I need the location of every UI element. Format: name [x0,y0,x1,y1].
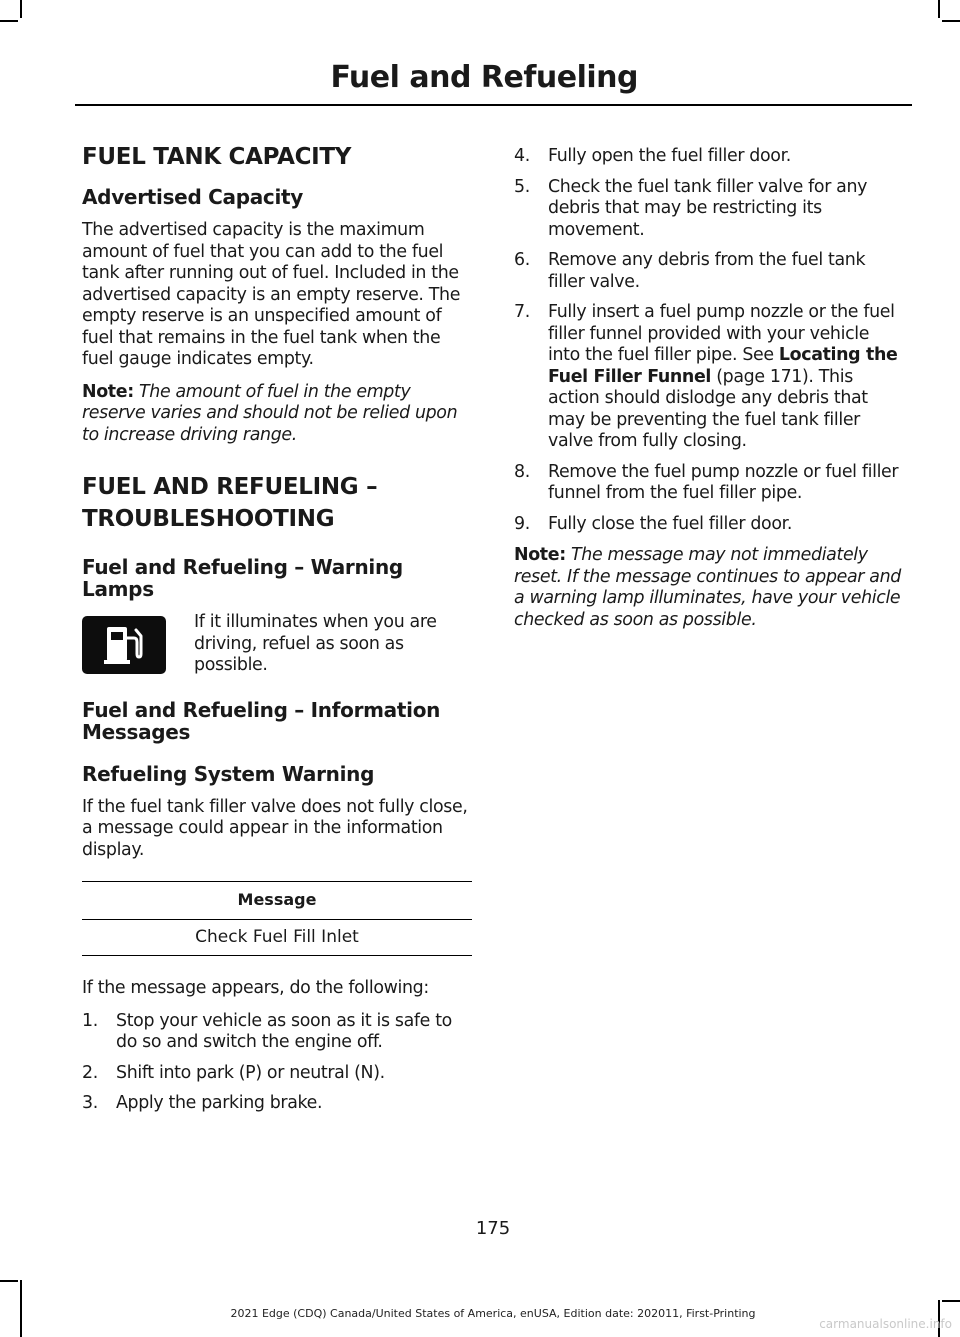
table-row [82,920,472,956]
crop-mark [942,1300,960,1302]
page-header-title: Fuel and Refueling [330,60,638,95]
cross-reference-link[interactable]: Locating the Fuel Filler Funnel [548,345,898,387]
crop-mark [0,20,18,22]
lamp-description-text: If it illuminates when you are driving, refuel as soon as possible. [194,612,437,675]
subheading-refueling-system-warning: Refueling System Warning [82,761,375,786]
step-number: 6. [514,250,530,270]
subheading-advertised-capacity: Advertised Capacity [82,185,304,209]
step-text: Stop your vehicle as soon as it is safe to do so and switch the engine off. [116,1010,452,1052]
step-number: 1. [82,1010,98,1031]
paragraph-advertised-capacity: The advertised capacity is the maximum amount of fuel that you can add to the fuel tank after running out of fuel. Included in the advertised capacity is an empty reserve. The empty reserve is an unspecified amount of fuel that remains in the fuel tank when the fuel gauge indicates empty. [82,220,461,369]
section-heading-troubleshooting-1: FUEL AND REFUELING – [82,474,378,500]
message-table [82,881,472,956]
note-message-reset [514,545,906,631]
list-item [82,1063,474,1085]
steps-list-right [514,146,906,535]
step-number: 2. [82,1062,98,1083]
list-item [82,1093,474,1115]
step-text-part: Fully insert a fuel pump nozzle or the fuel filler funnel provided with your vehicle into the fuel filler pipe. See [548,302,895,365]
note-label: Note: [82,381,134,402]
table-cell-message: Check Fuel Fill Inlet [82,920,472,956]
paragraph-system-warning: If the fuel tank filler valve does not fully close, a message could appear in the information display. [82,796,468,860]
section-heading-troubleshooting-2: TROUBLESHOOTING [82,506,335,532]
edition-footer: 2021 Edge (CDQ) Canada/United States of America, enUSA, Edition date: 202011, First-Printing [230,1307,756,1320]
step-number: 8. [514,461,530,482]
table-header-message: Message [82,882,472,920]
step-number: 9. [514,513,530,534]
step-text: Fully close the fuel filler door. [548,513,792,534]
note-text: The message may not immediately reset. If the message continues to appear and a warning lamp illuminates, have your vehicle checked as soon as possible. [514,545,901,630]
step-number: 3. [82,1093,98,1113]
step-number: 7. [514,302,530,322]
list-item [514,146,906,168]
paragraph-message-appears: If the message appears, do the following: [82,978,429,998]
list-item [514,250,906,293]
list-item [82,1011,474,1054]
crop-mark [942,20,960,22]
crop-mark [938,0,940,18]
steps-list-left [82,1011,474,1115]
note-label: Note: [514,545,566,565]
fuel-pump-icon [82,616,166,674]
step-text: Fully open the fuel filler door. [548,146,791,166]
page-number: 175 [475,1218,511,1239]
note-empty-reserve [82,382,474,447]
list-item [514,514,906,536]
subheading-warning-lamps: Fuel and Refueling – Warning Lamps [82,555,403,601]
list-item [514,177,906,242]
header-divider [75,104,912,106]
crop-mark [20,0,22,18]
lamp-description [194,612,474,677]
list-item [514,302,906,453]
warning-lamp-row [82,612,474,677]
crop-mark [0,1280,18,1282]
left-column [82,142,474,1125]
step-text [548,302,906,453]
section-heading-fuel-tank-capacity: FUEL TANK CAPACITY [82,144,352,170]
step-number: 4. [514,146,530,166]
step-text: Check the fuel tank filler valve for any debris that may be restricting its movement. [548,176,868,240]
step-text-part: (page 171). This action should dislodge any debris that may be preventing the fuel tank filler valve from fully closing. [548,366,868,451]
note-text: The amount of fuel in the empty reserve varies and should not be relied upon to increase driving range. [82,381,458,445]
step-number: 5. [514,176,530,197]
right-column [514,146,906,642]
subheading-information-messages: Fuel and Refueling – Information Messages [82,697,441,744]
step-text: Apply the parking brake. [116,1093,323,1113]
step-text: Remove the fuel pump nozzle or fuel filler funnel from the fuel filler pipe. [548,461,899,503]
list-item [514,462,906,505]
watermark: carmanualsonline.info [819,1317,952,1331]
step-text: Remove any debris from the fuel tank filler valve. [548,250,866,292]
step-text: Shift into park (P) or neutral (N). [116,1062,385,1083]
